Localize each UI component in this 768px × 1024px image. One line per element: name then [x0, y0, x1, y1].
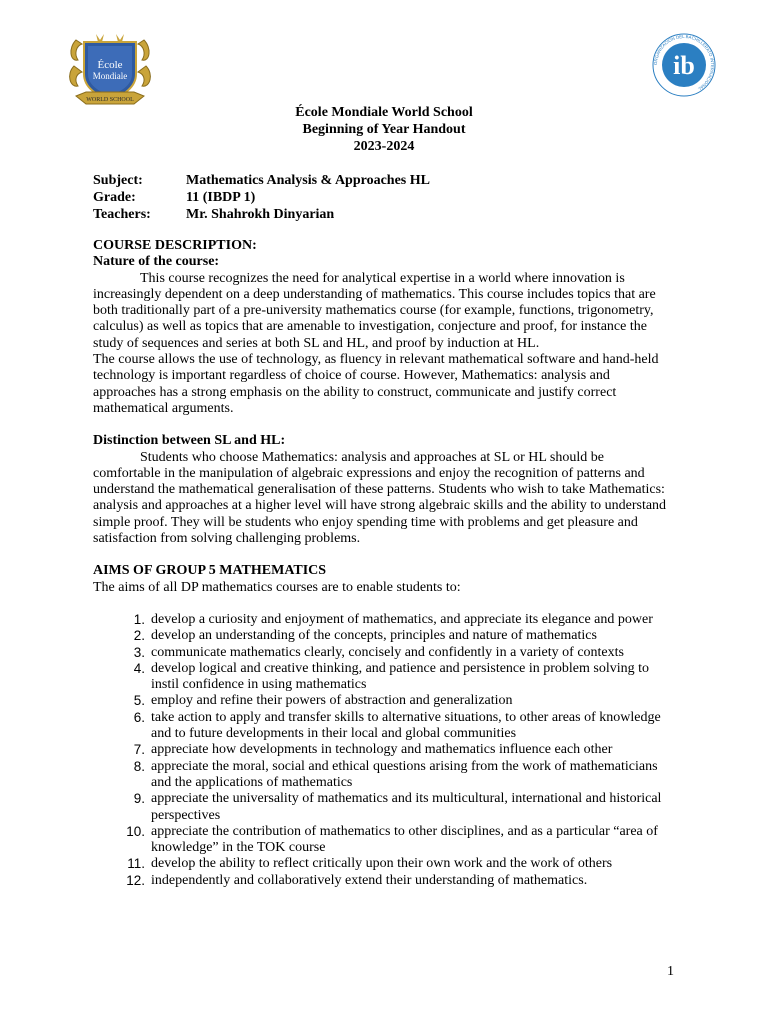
list-item	[93, 824, 673, 857]
list-text: develop logical and creative thinking, and patience and persistence in problem solving to instil confidence in using mathematics	[151, 660, 650, 693]
aims-list	[93, 612, 673, 889]
meta-value: 11 (IBDP 1)	[186, 190, 256, 205]
ib-mark: ib	[673, 51, 695, 80]
meta-key: Subject:	[93, 173, 143, 188]
list-number: 7.	[133, 742, 145, 758]
handout-title: Beginning of Year Handout	[302, 122, 466, 137]
list-number: 9.	[133, 791, 145, 807]
meta-row-subject	[93, 172, 430, 189]
academic-year: 2023-2024	[353, 139, 415, 154]
list-item	[93, 873, 673, 889]
list-text: develop a curiosity and enjoyment of mathematics, and appreciate its elegance and power	[151, 611, 653, 627]
crest-text-ecole: École	[97, 59, 123, 71]
list-text: appreciate the universality of mathematics and its multicultural, international and historical perspectives	[151, 791, 662, 823]
nature-paragraph-1: This course recognizes the need for analytical expertise in a world where innovation is increasingly dependent on a deep understanding of mathematics. This course includes topics that are both traditionally part of a pre-university mathematics course (for example, functions, trigonometry, calculus) as well as topics that are amenable to investigation, conjecture and proof, for instance the study of sequences and series at both SL and HL, and proof by induction at HL.	[93, 270, 656, 351]
list-number: 1.	[133, 611, 145, 627]
list-number: 12.	[126, 872, 145, 888]
meta-row-grade	[93, 189, 430, 206]
school-name: École Mondiale World School	[295, 105, 473, 120]
list-number: 8.	[133, 758, 145, 774]
ib-logo	[648, 32, 722, 98]
aims-intro: The aims of all DP mathematics courses are to enable students to:	[93, 579, 461, 595]
list-item	[93, 693, 673, 709]
ib-ring-text: ORGANIZACIÓN DEL BACHILLERATO INTERNACIONAL	[652, 33, 716, 92]
list-item	[93, 628, 673, 644]
meta-row-teachers	[93, 206, 430, 223]
list-item	[93, 645, 673, 661]
list-text: communicate mathematics clearly, concisely and confidently in a variety of contexts	[151, 644, 624, 660]
course-description-heading: COURSE DESCRIPTION:	[93, 238, 257, 253]
handout-header	[0, 104, 768, 155]
aims-heading: AIMS OF GROUP 5 MATHEMATICS	[93, 563, 327, 579]
meta-value: Mathematics Analysis & Approaches HL	[186, 173, 430, 188]
list-text: employ and refine their powers of abstraction and generalization	[151, 693, 513, 709]
distinction-heading: Distinction between SL and HL:	[93, 433, 286, 449]
list-number: 5.	[133, 693, 145, 709]
list-number: 11.	[127, 856, 145, 872]
nature-paragraph-2: The course allows the use of technology, as fluency in relevant mathematical software and hand-held technology is important regardless of choice of course. However, Mathematics: analysis and approaches has a strong emphasis on the ability to construct, communicate and justify correct mathematical arguments.	[93, 352, 659, 416]
list-item	[93, 856, 673, 872]
list-item	[93, 742, 673, 758]
list-item	[93, 661, 673, 694]
distinction-paragraph: Students who choose Mathematics: analysis and approaches at SL or HL should be comfortable in the manipulation of algebraic expressions and enjoy the recognition of patterns and understand the mathematical generalisation of these patterns. Students who wish to take Mathematics: analysis and approaches at a higher level will have strong algebraic skills and the ability to understand simple proof. They will be students who enjoy spending time with problems and get pleasure and satisfaction from solving challenging problems.	[93, 449, 667, 547]
list-number: 4.	[133, 660, 145, 676]
list-text: take action to apply and transfer skills to alternative situations, to other areas of knowledge and to future developments in their local and global communities	[151, 709, 661, 742]
meta-value: Mr. Shahrokh Dinyarian	[186, 207, 335, 222]
list-text: appreciate the moral, social and ethical questions arising from the work of mathematicians and the applications of mathematics	[151, 758, 658, 790]
list-item	[93, 710, 673, 743]
crest-text-mondiale: Mondiale	[92, 71, 128, 81]
list-item	[93, 612, 673, 628]
list-number: 2.	[133, 628, 145, 644]
meta-key: Teachers:	[93, 207, 151, 222]
list-text: develop an understanding of the concepts, principles and nature of mathematics	[151, 628, 597, 644]
list-text: independently and collaboratively extend their understanding of mathematics.	[151, 872, 588, 888]
nature-heading: Nature of the course:	[93, 254, 220, 270]
list-text: develop the ability to reflect critically upon their own work and the work of others	[151, 856, 613, 872]
list-item	[93, 791, 673, 824]
page-number: 1	[667, 964, 674, 979]
list-number: 3.	[133, 644, 145, 660]
crest-ribbon-text: WORLD SCHOOL	[86, 97, 134, 103]
meta-key: Grade:	[93, 190, 136, 205]
school-crest-logo	[66, 30, 154, 110]
list-item	[93, 759, 673, 792]
document-body	[93, 238, 673, 889]
course-meta	[93, 172, 430, 223]
list-number: 6.	[133, 709, 145, 725]
list-text: appreciate how developments in technology and mathematics influence each other	[151, 742, 613, 758]
list-number: 10.	[126, 823, 145, 839]
list-text: appreciate the contribution of mathematics to other disciplines, and as a particular “area of knowledge” in the TOK course	[151, 823, 658, 856]
